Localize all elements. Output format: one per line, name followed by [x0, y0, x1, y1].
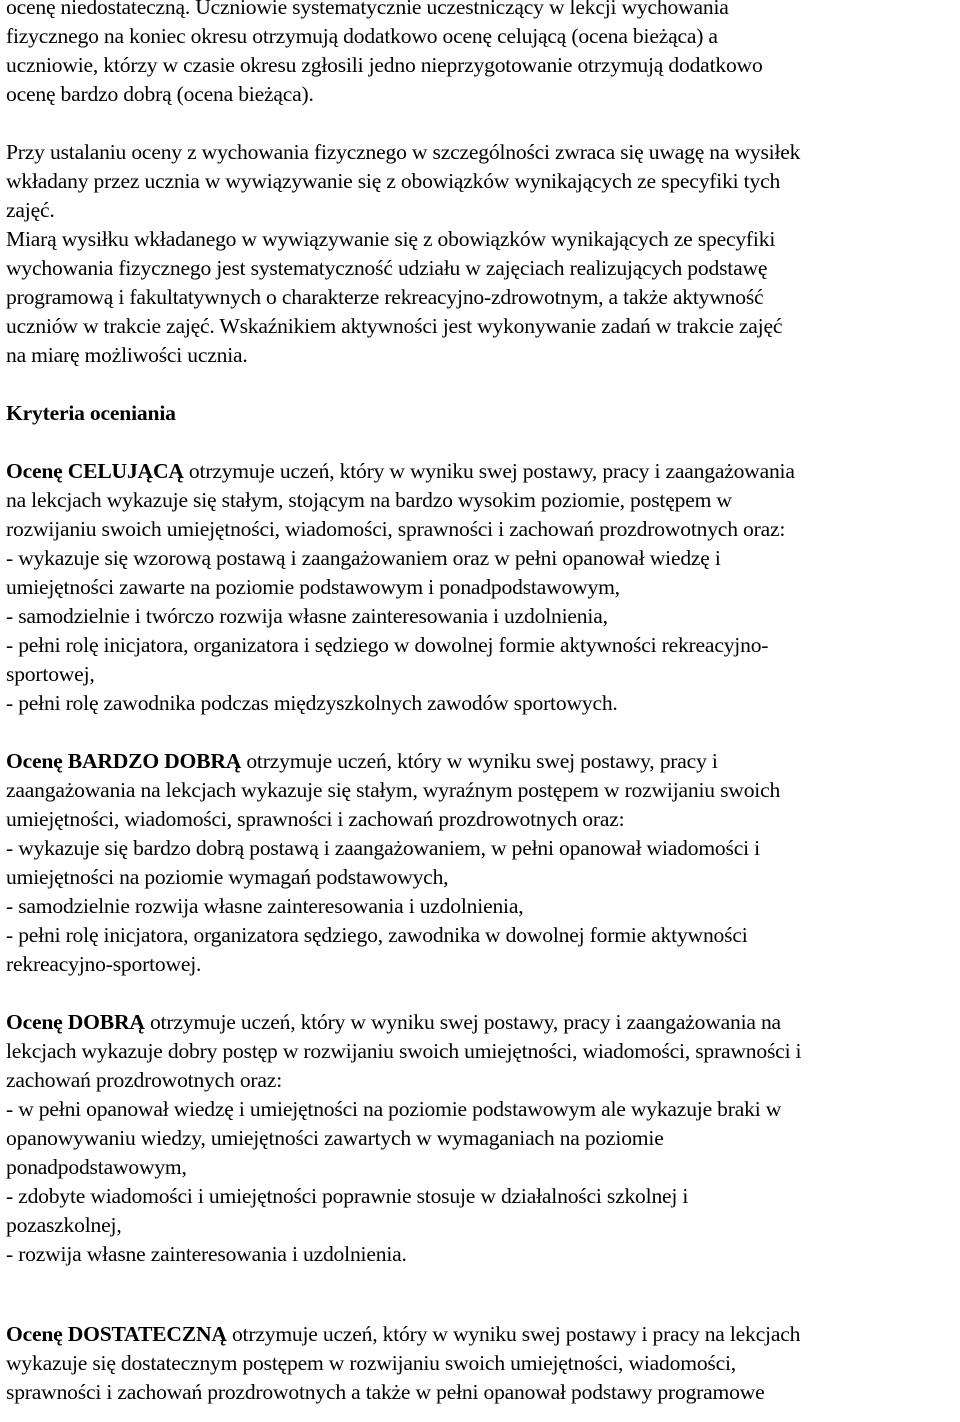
text-line: - pełni rolę zawodnika podczas międzyszkolnych zawodów sportowych. — [6, 691, 618, 715]
grade-lead-text: otrzymuje uczeń, który w wyniku swej postawy, pracy i zaangażowania — [183, 459, 795, 483]
grade-lead-line — [6, 457, 958, 486]
grade-lead-line — [6, 1320, 958, 1349]
grade-name: Ocenę BARDZO DOBRĄ — [6, 749, 242, 773]
grade-lead-text: otrzymuje uczeń, który w wyniku swej postawy, pracy i — [241, 749, 718, 773]
grade-lead-line — [6, 1008, 958, 1037]
text-line: - pełni rolę inicjatora, organizatora sędziego, zawodnika w dowolnej formie aktywności — [6, 923, 748, 947]
grade-name: Ocenę CELUJĄCĄ — [6, 459, 184, 483]
text-line: - samodzielnie rozwija własne zainteresowania i uzdolnienia, — [6, 894, 524, 918]
text-line: - rozwija własne zainteresowania i uzdolnienia. — [6, 1242, 407, 1266]
text-line: wychowania fizycznego jest systematyczność udziału w zajęciach realizujących podstawę — [6, 256, 768, 280]
grade-name: Ocenę DOSTATECZNĄ — [6, 1322, 227, 1346]
text-line: Miarą wysiłku wkładanego w wywiązywanie się z obowiązków wynikających ze specyfiki — [6, 227, 776, 251]
text-line: na miarę możliwości ucznia. — [6, 343, 248, 367]
document-page — [6, 0, 958, 1407]
text-line: umiejętności zawarte na poziomie podstawowym i ponadpodstawowym, — [6, 575, 620, 599]
text-line: umiejętności na poziomie wymagań podstawowych, — [6, 865, 449, 889]
text-line: na lekcjach wykazuje się stałym, stojącym na bardzo wysokim poziomie, postępem w — [6, 488, 732, 512]
text-line: - pełni rolę inicjatora, organizatora i sędziego w dowolnej formie aktywności rekreacyjno- — [6, 633, 769, 657]
grade-name: Ocenę DOBRĄ — [6, 1010, 145, 1034]
grade-celujaca-section — [6, 457, 958, 718]
text-line: - zdobyte wiadomości i umiejętności poprawnie stosuje w działalności szkolnej i — [6, 1184, 689, 1208]
text-line: uczniowie, którzy w czasie okresu zgłosili jedno nieprzygotowanie otrzymują dodatkowo — [6, 53, 763, 77]
text-line: zachowań prozdrowotnych oraz: — [6, 1068, 282, 1092]
grade-dostateczna-section — [6, 1320, 958, 1407]
intro-paragraph — [6, 0, 958, 109]
text-line: pozaszkolnej, — [6, 1213, 122, 1237]
grade-dobra-section — [6, 1008, 958, 1269]
text-line: - wykazuje się bardzo dobrą postawą i zaangażowaniem, w pełni opanował wiadomości i — [6, 836, 760, 860]
text-line: opanowywaniu wiedzy, umiejętności zawartych w wymaganiach na poziomie — [6, 1126, 664, 1150]
text-line: umiejętności, wiadomości, sprawności i zachowań prozdrowotnych oraz: — [6, 807, 625, 831]
effort-paragraph — [6, 138, 958, 370]
text-line: rozwijaniu swoich umiejętności, wiadomości, sprawności i zachowań prozdrowotnych oraz: — [6, 517, 786, 541]
grade-lead-text: otrzymuje uczeń, który w wyniku swej postawy, pracy i zaangażowania na — [144, 1010, 781, 1034]
text-line: lekcjach wykazuje dobry postęp w rozwijaniu swoich umiejętności, wiadomości, sprawności i — [6, 1039, 802, 1063]
grade-lead-line — [6, 747, 958, 776]
text-line: Przy ustalaniu oceny z wychowania fizycznego w szczególności zwraca się uwagę na wysiłek — [6, 140, 801, 164]
text-line: sprawności i zachowań prozdrowotnych a także w pełni opanował podstawy programowe — [6, 1380, 765, 1404]
text-line: sportowej, — [6, 662, 95, 686]
text-line: ocenę bardzo dobrą (ocena bieżąca). — [6, 82, 314, 106]
text-line: uczniów w trakcie zajęć. Wskaźnikiem aktywności jest wykonywanie zadań w trakcie zajęć — [6, 314, 783, 338]
text-line: ocenę niedostateczną. Uczniowie systematycznie uczestniczący w lekcji wychowania — [6, 0, 729, 19]
text-line: zaangażowania na lekcjach wykazuje się stałym, wyraźnym postępem w rozwijaniu swoich — [6, 778, 781, 802]
text-line: - w pełni opanował wiedzę i umiejętności na poziomie podstawowym ale wykazuje braki w — [6, 1097, 782, 1121]
text-line: ponadpodstawowym, — [6, 1155, 187, 1179]
text-line: zajęć. — [6, 198, 55, 222]
text-line: wkładany przez ucznia w wywiązywanie się z obowiązków wynikających ze specyfiki tych — [6, 169, 781, 193]
text-line: rekreacyjno-sportowej. — [6, 952, 202, 976]
text-line: programową i fakultatywnych o charakterze rekreacyjno-zdrowotnym, a także aktywność — [6, 285, 764, 309]
text-line: fizycznego na koniec okresu otrzymują dodatkowo ocenę celującą (ocena bieżąca) a — [6, 24, 718, 48]
criteria-heading: Kryteria oceniania — [6, 401, 176, 425]
text-line: - wykazuje się wzorową postawą i zaangażowaniem oraz w pełni opanował wiedzę i — [6, 546, 721, 570]
grade-lead-text: otrzymuje uczeń, który w wyniku swej postawy i pracy na lekcjach — [226, 1322, 801, 1346]
grade-bardzo-dobra-section — [6, 747, 958, 979]
text-line: - samodzielnie i twórczo rozwija własne zainteresowania i uzdolnienia, — [6, 604, 608, 628]
text-line: wykazuje się dostatecznym postępem w rozwijaniu swoich umiejętności, wiadomości, — [6, 1351, 736, 1375]
